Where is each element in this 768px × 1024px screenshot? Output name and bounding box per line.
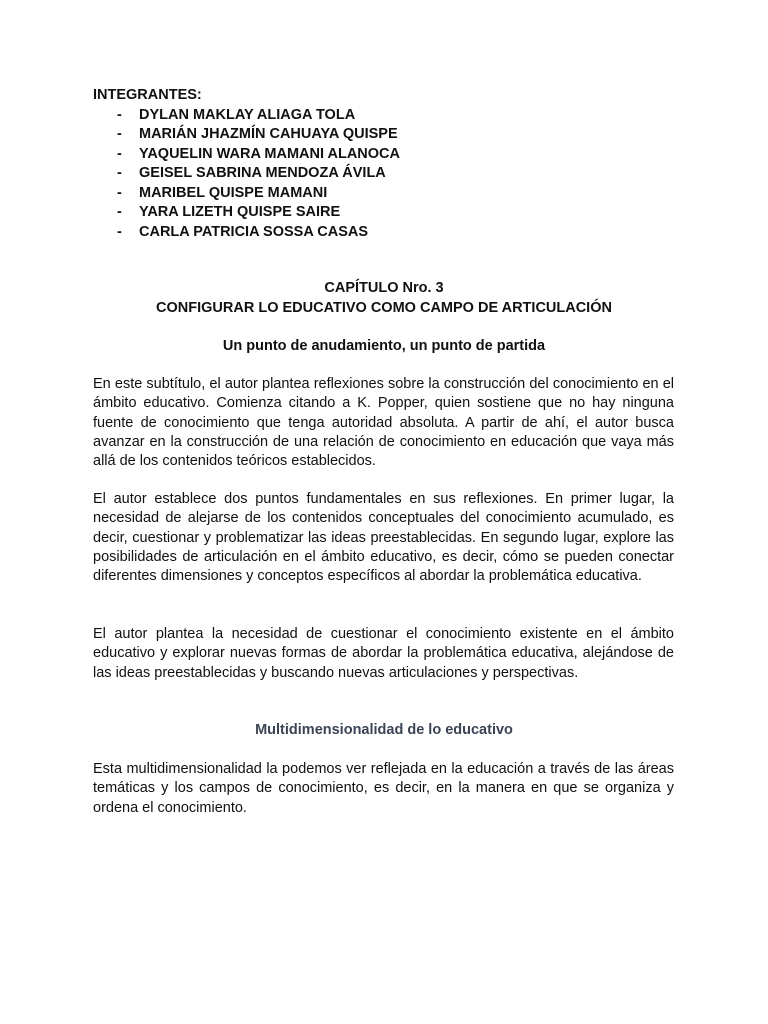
list-dash: - xyxy=(117,106,122,123)
member-item xyxy=(93,164,693,184)
body-paragraph: Esta multidimensionalidad la podemos ver reflejada en la educación a través de las áreas temáticas y los campos de conocimiento, es decir, en la manera en que se organiza y ordena el conocimiento. xyxy=(93,761,674,816)
body-paragraph: El autor establece dos puntos fundamentales en sus reflexiones. En primer lugar, la necesidad de alejarse de los contenidos conceptuales del conocimiento acumulado, es decir, cuestionar y problematizar las ideas preestablecidas. En segundo lugar, explore las posibilidades de articulación en el ámbito educativo, es decir, cómo se pueden conectar diferentes dimensiones y conceptos específicos al abordar la problemática educativa. xyxy=(93,491,674,585)
body-paragraph: En este subtítulo, el autor plantea reflexiones sobre la construcción del conocimiento en el ámbito educativo. Comienza citando a K. Popper, quien sostiene que no hay ninguna fuente de conocimiento que tenga autoridad absoluta. A partir de ahí, el autor busca avanzar en la construcción de una relación de conocimiento en educación que vaya más allá de los contenidos teóricos establecidos. xyxy=(93,376,674,470)
section-subtitle: Un punto de anudamiento, un punto de partida xyxy=(222,338,546,354)
members-block xyxy=(93,86,693,242)
member-name: DYLAN MAKLAY ALIAGA TOLA xyxy=(139,106,356,123)
chapter-title: CONFIGURAR LO EDUCATIVO COMO CAMPO DE ARTICULACIÓN xyxy=(156,300,612,316)
section-heading: Multidimensionalidad de lo educativo xyxy=(255,722,513,738)
body-paragraph: El autor plantea la necesidad de cuestionar el conocimiento existente en el ámbito educativo y explorar nuevas formas de abordar la problemática educativa, alejándose de las ideas preestablecidas y buscando nuevas articulaciones y perspectivas. xyxy=(93,626,674,681)
list-dash: - xyxy=(117,145,122,162)
chapter-heading xyxy=(0,278,768,318)
member-item xyxy=(93,145,693,165)
member-item xyxy=(93,203,693,223)
member-name: YARA LIZETH QUISPE SAIRE xyxy=(139,204,341,220)
list-dash: - xyxy=(117,204,122,220)
member-item xyxy=(93,223,693,243)
member-name: YAQUELIN WARA MAMANI ALANOCA xyxy=(139,145,400,162)
member-item xyxy=(93,125,693,145)
chapter-number: CAPÍTULO Nro. 3 xyxy=(324,280,444,296)
list-dash: - xyxy=(117,165,122,181)
member-item xyxy=(93,184,693,204)
list-dash: - xyxy=(117,223,122,240)
members-title: INTEGRANTES: xyxy=(93,87,202,103)
member-name: MARIBEL QUISPE MAMANI xyxy=(139,184,328,201)
list-dash: - xyxy=(117,184,122,201)
member-name: CARLA PATRICIA SOSSA CASAS xyxy=(139,223,369,240)
member-list xyxy=(93,106,693,243)
member-name: MARIÁN JHAZMÍN CAHUAYA QUISPE xyxy=(139,126,398,142)
list-dash: - xyxy=(117,126,122,142)
member-item xyxy=(93,106,693,126)
member-name: GEISEL SABRINA MENDOZA ÁVILA xyxy=(139,165,386,181)
